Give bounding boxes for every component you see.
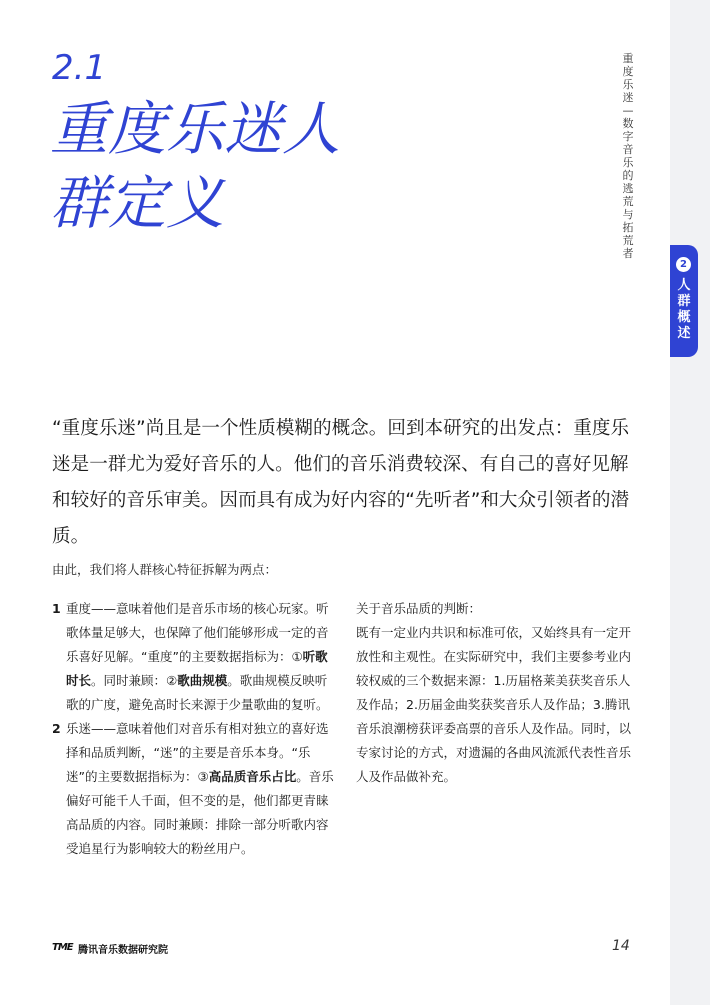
right-column	[356, 597, 638, 789]
section-title: 重度乐迷人群定义	[50, 95, 341, 237]
point-text: 乐迷——意味着他们对音乐有相对独立的喜好选择和品质判断，“迷”的主要是音乐本身。“乐迷”的主要数据指标为：③高品质音乐占比。音乐偏好可能千人千面，但不变的是，他们都更青睐高品质的内容。同时兼顾：排除一部分听歌内容受追星行为影响较大的粉丝用户。	[66, 721, 334, 856]
page-edge-strip	[670, 0, 710, 1005]
tme-logo	[52, 939, 168, 957]
chapter-tab[interactable]	[670, 245, 698, 357]
tme-logo-mark: TME	[52, 942, 73, 953]
feature-point	[52, 717, 334, 861]
feature-point	[52, 597, 334, 717]
chapter-number-badge: 2	[676, 257, 691, 272]
quality-heading: 关于音乐品质的判断：	[356, 601, 482, 616]
running-header-vertical: 重度乐迷—数字音乐的逃荒与拓荒者	[622, 52, 634, 260]
left-column	[52, 597, 334, 861]
point-number: 2	[52, 721, 61, 736]
section-number: 2.1	[52, 48, 107, 88]
metric-song-scale: 歌曲规模	[177, 673, 228, 688]
page-number: 14	[612, 938, 630, 954]
point-number: 1	[52, 601, 61, 616]
point-text: 重度——意味着他们是音乐市场的核心玩家。听歌体量足够大，也保障了他们能够形成一定的音乐喜好见解。“重度”的主要数据指标为：①听歌时长。同时兼顾：②歌曲规模。歌曲规模反映听歌的广度，避免高时长来源于少量歌曲的复听。	[66, 601, 329, 712]
quality-body: 既有一定业内共识和标准可依，又始终具有一定开放性和主观性。在实际研究中，我们主要参考业内较权威的三个数据来源：1.历届格莱美获奖音乐人及作品；2.历届金曲奖获奖音乐人及作品；3.腾讯音乐浪潮榜获评委高票的音乐人及作品。同时，以专家讨论的方式，对遗漏的各曲风流派代表性音乐人及作品做补充。	[356, 625, 632, 784]
chapter-tab-label: 人群概述	[677, 278, 691, 341]
metric-hq-music-ratio: 高品质音乐占比	[208, 769, 297, 784]
intro-paragraph: “重度乐迷”尚且是一个性质模糊的概念。回到本研究的出发点：重度乐迷是一群尤为爱好音乐的人。他们的音乐消费较深、有自己的喜好见解和较好的音乐审美。因而具有成为好内容的“先听者”和大众引领者的潜质。	[52, 418, 630, 547]
metric-listening-time: 听歌时长	[66, 649, 328, 688]
lead-sentence: 由此，我们将人群核心特征拆解为两点：	[52, 562, 278, 577]
footer-org-name: 腾讯音乐数据研究院	[78, 945, 168, 956]
